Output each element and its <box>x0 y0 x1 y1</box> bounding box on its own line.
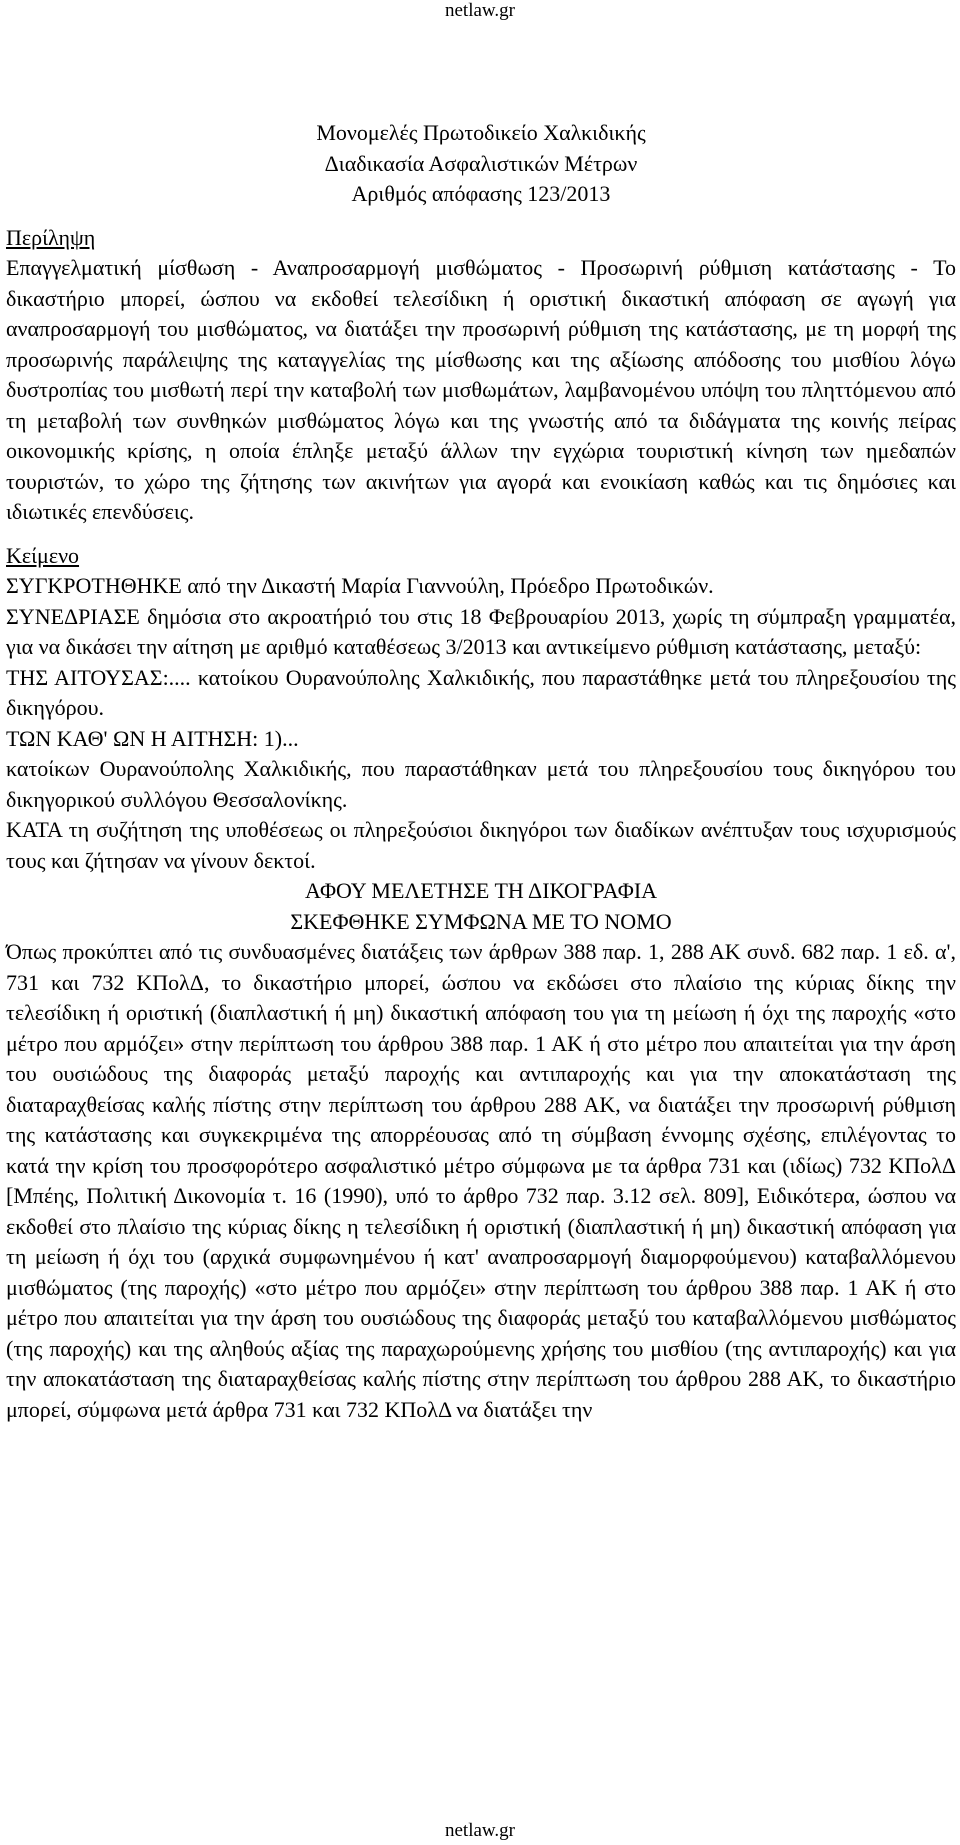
site-header: netlaw.gr <box>445 0 515 21</box>
petitioner-paragraph: ΤΗΣ ΑΙΤΟΥΣΑΣ:.... κατοίκου Ουρανούπολης Χαλκιδικής, που παραστάθηκε μετά του πληρεξουσίου της δικηγόρου. <box>6 664 956 720</box>
decision-document <box>6 118 956 1425</box>
hearing-paragraph: ΚΑΤΑ τη συζήτηση της υποθέσεως οι πληρεξούσιοι δικηγόροι των διαδίκων ανέπτυξαν τους ισχυρισμούς τους και ζήτησαν να γίνουν δεκτοί. <box>6 817 956 873</box>
court-name: Μονομελές Πρωτοδικείο Χαλκιδικής <box>316 120 646 145</box>
composition-line: ΣΥΓΚΡΟΤΗΘΗΚΕ από την Δικαστή Μαρία Γιαννούλη, Πρόεδρο Πρωτοδικών. <box>6 573 714 598</box>
decision-number: Αριθμός απόφασης 123/2013 <box>351 181 611 206</box>
body-heading: Κείμενο <box>6 542 80 568</box>
respondents-label: ΤΩΝ ΚΑΘ' ΩΝ Η ΑΙΤΗΣΗ: 1)... <box>6 725 299 751</box>
reasoning-paragraph: Όπως προκύπτει από τις συνδυασμένες διατάξεις των άρθρων 388 παρ. 1, 288 ΑΚ συνδ. 682 παρ. 1 εδ. α', 731 και 732 ΚΠολΔ, το δικαστήριο μπορεί, ώσπου να εκδώσει στο πλαίσιο της κύριας δίκης την τελεσίδικη ή οριστική (διαπλαστική ή μη) δικαστική απόφαση του για τη μείωση ή όχι της παροχής «στο μέτρο που αρμόζει» στην περίπτωση του άρθρου 388 παρ. 1 ΑΚ ή στο μέτρο που απαιτείται για την άρση του ουσιώδους της διαφοράς μεταξύ παροχής και αντιπαροχής και για την αποκατάσταση της διαταραχθείσας καλής πίστης στην περίπτωση του άρθρου 288 ΑΚ, να διατάξει την προσωρινή ρύθμιση της κατάστασης και συγκεκριμένα της απορρέουσας από τη σύμβαση έννομης σχέσης, επιλέγοντας το κατά την κρίση του προσφορότερο ασφαλιστικό μέτρο σύμφωνα με τα άρθρα 731 και (ιδίως) 732 ΚΠολΔ [Μπέης, Πολιτική Δικονομία τ. 16 (1990), υπό το άρθρο 732 παρ. 3.12 σελ. 809], Ειδικότερα, ώσπου να εκδοθεί στο πλαίσιο της κύριας δίκης η τελεσίδικη ή οριστική (διαπλαστική ή μη) δικαστική απόφαση για τη μείωση ή όχι του (αρχικά συμφωνημένου ή κατ' αναπροσαρμογή διαμορφούμενου) καταβαλλόμενου μισθώματος (της παροχής) «στο μέτρο που αρμόζει» στην περίπτωση του άρθρου 388 παρ. 1 ΑΚ ή στο μέτρο που απαιτείται για την άρση του ουσιώδους της διαφοράς μεταξύ του καταβαλλόμενου μισθώματος (της παροχής) και της αληθούς αξίας της παραχωρούμενης χρήσης του μισθίου (της αντιπαροχής) και για την αποκατάσταση της διαταραχθείσας καλής πίστης στην περίπτωση του άρθρου 288 ΑΚ, το δικαστήριο μπορεί, σύμφωνα μετά άρθρα 731 και 732 ΚΠολΔ να διατάξει την <box>6 939 956 1422</box>
site-footer: netlaw.gr <box>445 1820 515 1841</box>
title-block <box>6 118 956 210</box>
respondents-paragraph: κατοίκων Ουρανούπολης Χαλκιδικής, που παραστάθηκαν μετά του πληρεξουσίου τους δικηγόρου του δικηγορικού συλλόγου Θεσσαλονίκης. <box>6 756 956 812</box>
studied-heading: ΑΦΟΥ ΜΕΛΕΤΗΣΕ ΤΗ ΔΙΚΟΓΡΑΦΙΑ <box>304 878 658 903</box>
session-paragraph: ΣΥΝΕΔΡΙΑΣΕ δημόσια στο ακροατήριό του στις 18 Φεβρουαρίου 2013, χωρίς τη σύμπραξη γραμματέα, για να δικάσει την αίτηση με αριθμό καταθέσεως 3/2013 και αντικείμενο ρύθμιση κατάστασης, μεταξύ: <box>6 603 956 659</box>
summary-heading: Περίληψη <box>6 224 96 250</box>
considered-heading: ΣΚΕΦΘΗΚΕ ΣΥΜΦΩΝΑ ΜΕ ΤΟ ΝΟΜΟ <box>290 908 672 934</box>
summary-text: Επαγγελματική μίσθωση - Αναπροσαρμογή μισθώματος - Προσωρινή ρύθμιση κατάστασης - Το δικαστήριο μπορεί, ώσπου να εκδοθεί τελεσίδικη ή οριστική δικαστική απόφαση σε αγωγή για αναπροσαρμογή του μισθώματος, να διατάξει την προσωρινή ρύθμιση της κατάστασης, με τη μορφή της προσωρινής παράλειψης της καταγγελίας της μίσθωσης και της αξίωσης απόδοσης του μισθίου λόγω δυστροπίας του μισθωτή περί την καταβολή των μισθωμάτων, λαμβανομένου υπόψη του πληττόμενου από τη μεταβολή των συνθηκών μισθώματος λόγω και της γνωστής από τα διδάγματα της κοινής πείρας οικονομικής κρίσης, η οποία έπληξε μεταξύ άλλων την εγχώρια τουριστική κίνηση των ημεδαπών τουριστών, το χώρο της ζήτησης των ακινήτων για αγορά και ενοικίαση καθώς και τις δημόσιες και ιδιωτικές επενδύσεις. <box>6 255 956 524</box>
procedure-type: Διαδικασία Ασφαλιστικών Μέτρων <box>324 150 638 176</box>
